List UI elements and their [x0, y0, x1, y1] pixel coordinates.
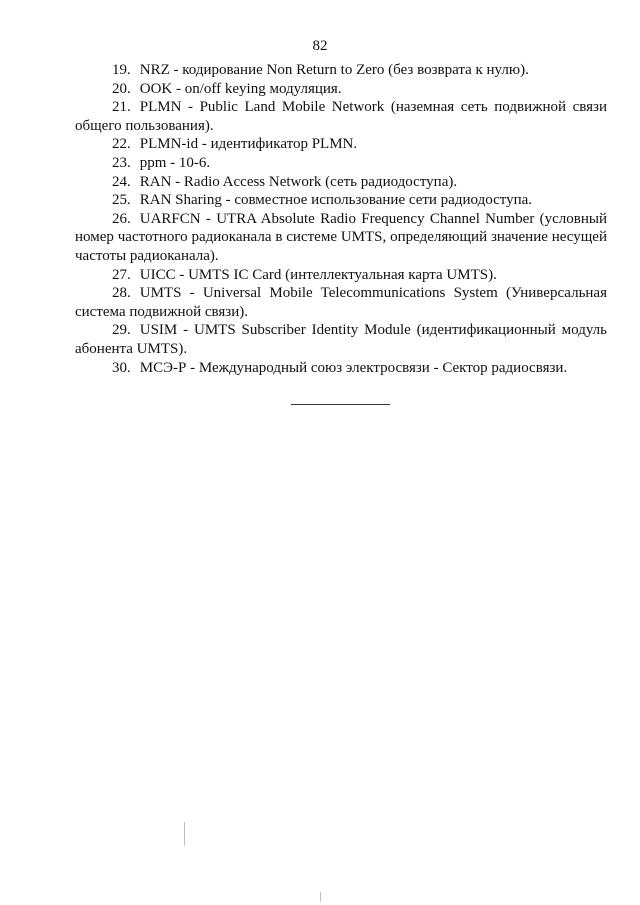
item-text: PLMN - Public Land Mobile Network (наземная сеть подвижной связи общего пользования).: [75, 99, 607, 134]
item-number: 28.: [112, 285, 131, 302]
scan-artifact: [184, 822, 185, 846]
page-number: 82: [312, 38, 328, 54]
list-item: [75, 98, 607, 135]
list-item: [75, 173, 607, 192]
list-item: [75, 210, 607, 266]
list-item: [75, 135, 607, 154]
item-text: NRZ - кодирование Non Return to Zero (без возврата к нулю).: [139, 62, 529, 78]
item-number: 19.: [112, 62, 131, 78]
item-number: 23.: [112, 154, 131, 171]
item-number: 29.: [112, 322, 131, 339]
item-number: 22.: [112, 136, 131, 153]
item-text: UMTS - Universal Mobile Telecommunications System (Универсальная система подвижной связи).: [75, 285, 607, 320]
list-item: [75, 266, 607, 285]
list-item: [75, 359, 607, 378]
list-item: [75, 154, 607, 173]
item-text: RAN - Radio Access Network (сеть радиодоступа).: [139, 173, 458, 190]
item-text: RAN Sharing - совместное использование сети радиодоступа.: [139, 192, 533, 209]
item-number: 30.: [112, 359, 131, 376]
item-text: UICC - UMTS IC Card (интеллектуальная карта UMTS).: [139, 266, 497, 283]
item-number: 27.: [112, 266, 131, 283]
item-text: МСЭ-Р - Международный союз электросвязи - Сектор радиосвязи.: [139, 359, 568, 376]
list-item: [75, 61, 607, 80]
list-item: [75, 191, 607, 210]
item-text: PLMN-id - идентификатор PLMN.: [139, 136, 358, 153]
item-text: OOK - on/off keying модуляция.: [139, 80, 342, 97]
item-number: 26.: [112, 210, 131, 227]
abbreviation-list: [75, 61, 607, 377]
item-text: UARFCN - UTRA Absolute Radio Frequency Channel Number (условный номер частотного радиоканала в системе UMTS, определяющий значение несущей частоты радиоканала).: [75, 210, 607, 264]
list-item: [75, 80, 607, 99]
list-item: [75, 321, 607, 358]
item-number: 25.: [112, 192, 131, 209]
item-number: 24.: [112, 173, 131, 190]
item-text: ppm - 10-6.: [139, 154, 211, 171]
end-separator-line: [291, 404, 390, 405]
scan-artifact: [320, 892, 321, 902]
item-number: 21.: [112, 99, 131, 116]
list-item: [75, 284, 607, 321]
item-text: USIM - UMTS Subscriber Identity Module (идентификационный модуль абонента UMTS).: [75, 322, 607, 357]
item-number: 20.: [112, 80, 131, 97]
